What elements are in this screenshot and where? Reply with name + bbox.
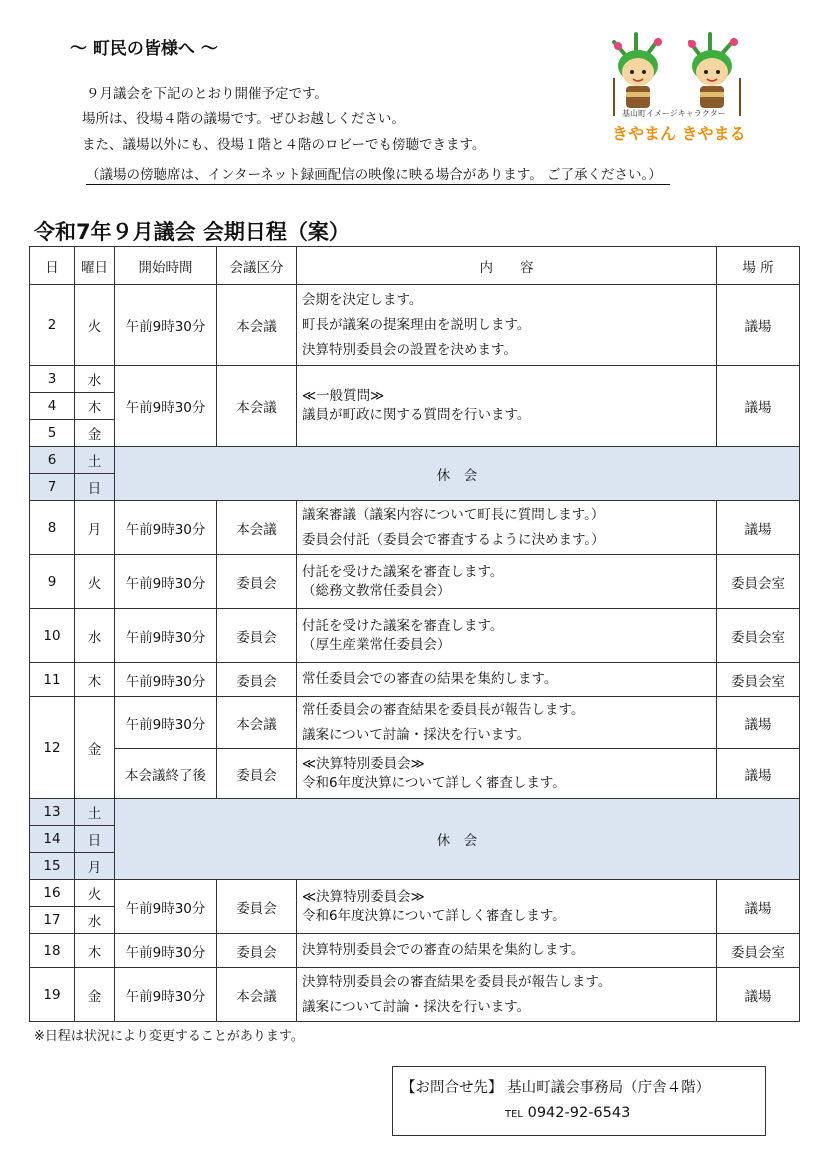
weekday-cell: 木 bbox=[75, 663, 115, 697]
content-line: 議員が町政に関する質問を行います。 bbox=[302, 407, 531, 423]
mascot-kiyamaru-icon bbox=[688, 34, 740, 116]
day-cell: 19 bbox=[30, 968, 75, 1022]
mascot-kiyaman-icon bbox=[614, 34, 662, 116]
content-cell bbox=[297, 285, 717, 366]
weekday-cell: 土 bbox=[75, 447, 115, 474]
time-cell: 午前9時30分 bbox=[115, 663, 217, 697]
table-row bbox=[30, 968, 800, 1022]
day-cell: 15 bbox=[30, 853, 75, 880]
intro-note: （議場の傍聴席は、インターネット録画配信の映像に映る場合があります。 ご了承ください。） bbox=[86, 163, 670, 185]
content-line: 付託を受けた議案を審査します。 bbox=[302, 563, 504, 580]
content-line: 決算特別委員会の審査結果を委員長が報告します。 bbox=[302, 973, 612, 990]
content-cell bbox=[297, 968, 717, 1022]
place-cell: 委員会室 bbox=[717, 609, 800, 663]
recess-cell: 休 会 bbox=[115, 447, 800, 501]
content-cell bbox=[297, 501, 717, 555]
type-cell: 委員会 bbox=[217, 749, 297, 799]
time-cell: 午前9時30分 bbox=[115, 934, 217, 968]
contact-office: 【お問合せ先】 基山町議会事務局（庁舎４階） bbox=[401, 1080, 711, 1096]
day-cell: 6 bbox=[30, 447, 75, 474]
table-row bbox=[30, 366, 800, 393]
day-cell: 8 bbox=[30, 501, 75, 555]
table-row bbox=[30, 934, 800, 968]
content-cell bbox=[297, 880, 717, 934]
time-cell: 午前9時30分 bbox=[115, 880, 217, 934]
day-cell: 10 bbox=[30, 609, 75, 663]
weekday-cell: 水 bbox=[75, 907, 115, 934]
weekday-cell: 月 bbox=[75, 501, 115, 555]
content-cell bbox=[297, 609, 717, 663]
content-cell bbox=[297, 366, 717, 447]
table-row bbox=[30, 749, 800, 799]
table-title: 令和7年９月議会 会期日程（案） bbox=[34, 220, 350, 244]
schedule-note: ※日程は状況により変更することがあります。 bbox=[34, 1029, 304, 1044]
tel-label: TEL bbox=[505, 1109, 523, 1120]
type-cell: 本会議 bbox=[217, 366, 297, 447]
day-cell: 17 bbox=[30, 907, 75, 934]
time-cell: 午前9時30分 bbox=[115, 609, 217, 663]
place-cell: 議場 bbox=[717, 697, 800, 749]
weekday-cell: 金 bbox=[75, 697, 115, 799]
schedule-table bbox=[29, 246, 800, 1022]
table-row bbox=[30, 609, 800, 663]
type-cell: 委員会 bbox=[217, 880, 297, 934]
content-line: 会期を決定します。 bbox=[302, 291, 423, 308]
content-cell bbox=[297, 555, 717, 609]
contact-phone bbox=[505, 1105, 630, 1121]
weekday-cell: 土 bbox=[75, 799, 115, 826]
table-row bbox=[30, 285, 800, 366]
mascot-names: きやまん きやまる bbox=[612, 124, 746, 143]
day-cell: 4 bbox=[30, 393, 75, 420]
tel-number: 0942-92-6543 bbox=[527, 1105, 631, 1121]
time-cell: 午前9時30分 bbox=[115, 555, 217, 609]
type-cell: 委員会 bbox=[217, 934, 297, 968]
col-header-content: 内 容 bbox=[297, 247, 717, 285]
type-cell: 本会議 bbox=[217, 968, 297, 1022]
weekday-cell: 日 bbox=[75, 826, 115, 853]
day-cell: 2 bbox=[30, 285, 75, 366]
content-line: ≪決算特別委員会≫ bbox=[302, 888, 425, 905]
weekday-cell: 水 bbox=[75, 366, 115, 393]
contact-box bbox=[392, 1066, 766, 1136]
type-cell: 委員会 bbox=[217, 663, 297, 697]
day-cell: 16 bbox=[30, 880, 75, 907]
weekday-cell: 木 bbox=[75, 393, 115, 420]
col-header-meeting-type: 会議区分 bbox=[217, 247, 297, 285]
table-row bbox=[30, 501, 800, 555]
table-header-row bbox=[30, 247, 800, 285]
content-line: 常任委員会での審査の結果を集約します。 bbox=[302, 671, 558, 687]
day-cell: 3 bbox=[30, 366, 75, 393]
day-cell: 11 bbox=[30, 663, 75, 697]
content-line: 議案について討論・採決を行います。 bbox=[302, 998, 531, 1015]
content-line: 町長が議案の提案理由を説明します。 bbox=[302, 316, 531, 333]
type-cell: 本会議 bbox=[217, 697, 297, 749]
mascot-caption: 基山町イメージキャラクター bbox=[622, 109, 726, 118]
type-cell: 本会議 bbox=[217, 501, 297, 555]
table-row bbox=[30, 880, 800, 907]
content-line: 令和6年度決算について詳しく審査します。 bbox=[302, 907, 566, 924]
content-line: 決算特別委員会での審査の結果を集約します。 bbox=[302, 942, 585, 958]
day-cell: 12 bbox=[30, 697, 75, 799]
weekday-cell: 火 bbox=[75, 555, 115, 609]
time-cell: 午前9時30分 bbox=[115, 366, 217, 447]
time-cell: 午前9時30分 bbox=[115, 968, 217, 1022]
day-cell: 7 bbox=[30, 474, 75, 501]
weekday-cell: 月 bbox=[75, 853, 115, 880]
content-cell bbox=[297, 697, 717, 749]
weekday-cell: 火 bbox=[75, 285, 115, 366]
type-cell: 本会議 bbox=[217, 285, 297, 366]
place-cell: 委員会室 bbox=[717, 555, 800, 609]
place-cell: 議場 bbox=[717, 749, 800, 799]
content-cell bbox=[297, 934, 717, 968]
type-cell: 委員会 bbox=[217, 555, 297, 609]
content-cell bbox=[297, 749, 717, 799]
table-row bbox=[30, 555, 800, 609]
content-line: ≪決算特別委員会≫ bbox=[302, 755, 425, 772]
content-line: ≪一般質問≫ bbox=[302, 388, 385, 404]
col-header-weekday: 曜日 bbox=[75, 247, 115, 285]
weekday-cell: 水 bbox=[75, 609, 115, 663]
content-line: 委員会付託（委員会で審査するように決めます。） bbox=[302, 531, 605, 548]
content-line: 決算特別委員会の設置を決めます。 bbox=[302, 341, 517, 358]
content-line: 議案について討論・採決を行います。 bbox=[302, 726, 531, 743]
page-heading: ～ 町民の皆様へ ～ bbox=[70, 39, 218, 59]
weekday-cell: 日 bbox=[75, 474, 115, 501]
intro-line-2: 場所は、役場４階の議場です。ぜひお越しください。 bbox=[82, 111, 405, 127]
table-row bbox=[30, 663, 800, 697]
day-cell: 18 bbox=[30, 934, 75, 968]
place-cell: 委員会室 bbox=[717, 663, 800, 697]
intro-line-3: また、議場以外にも、役場１階と４階のロビーでも傍聴できます。 bbox=[82, 137, 486, 153]
content-line: 常任委員会の審査結果を委員長が報告します。 bbox=[302, 701, 585, 718]
day-cell: 5 bbox=[30, 420, 75, 447]
col-header-place: 場 所 bbox=[717, 247, 800, 285]
time-cell: 本会議終了後 bbox=[115, 749, 217, 799]
col-header-day: 日 bbox=[30, 247, 75, 285]
table-row-recess bbox=[30, 799, 800, 826]
col-header-start-time: 開始時間 bbox=[115, 247, 217, 285]
place-cell: 議場 bbox=[717, 501, 800, 555]
table-row bbox=[30, 697, 800, 749]
content-line: 付託を受けた議案を審査します。 bbox=[302, 617, 504, 634]
place-cell: 議場 bbox=[717, 285, 800, 366]
weekday-cell: 金 bbox=[75, 420, 115, 447]
content-line: 令和6年度決算について詳しく審査します。 bbox=[302, 774, 566, 791]
time-cell: 午前9時30分 bbox=[115, 697, 217, 749]
place-cell: 議場 bbox=[717, 880, 800, 934]
day-cell: 14 bbox=[30, 826, 75, 853]
intro-line-1: ９月議会を下記のとおり開催予定です。 bbox=[86, 86, 328, 102]
table-row-recess bbox=[30, 447, 800, 474]
place-cell: 委員会室 bbox=[717, 934, 800, 968]
time-cell: 午前9時30分 bbox=[115, 285, 217, 366]
content-line: 議案審議（議案内容について町長に質問します。） bbox=[302, 506, 605, 523]
place-cell: 議場 bbox=[717, 968, 800, 1022]
content-cell bbox=[297, 663, 717, 697]
weekday-cell: 火 bbox=[75, 880, 115, 907]
time-cell: 午前9時30分 bbox=[115, 501, 217, 555]
weekday-cell: 金 bbox=[75, 968, 115, 1022]
recess-cell: 休 会 bbox=[115, 799, 800, 880]
weekday-cell: 木 bbox=[75, 934, 115, 968]
day-cell: 9 bbox=[30, 555, 75, 609]
place-cell: 議場 bbox=[717, 366, 800, 447]
type-cell: 委員会 bbox=[217, 609, 297, 663]
content-line: （厚生産業常任委員会） bbox=[302, 636, 451, 653]
content-line: （総務文教常任委員会） bbox=[302, 582, 451, 599]
day-cell: 13 bbox=[30, 799, 75, 826]
